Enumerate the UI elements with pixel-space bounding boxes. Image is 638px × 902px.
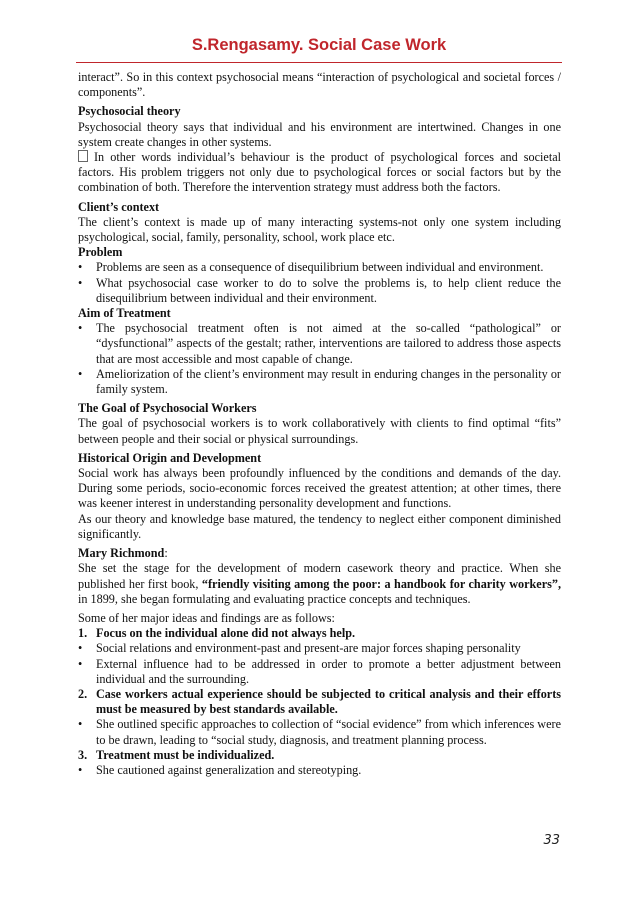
- mary-text-a: She set the stage for the development of modern casework theory and practice. When she published her first book,: [78, 561, 561, 591]
- missing-glyph-icon: [78, 150, 88, 162]
- finding-text: Treatment must be individualized.: [96, 747, 275, 762]
- aim-item-2: [78, 367, 561, 397]
- finding-bullet-item: [78, 641, 561, 656]
- problem-item-1: [78, 260, 561, 275]
- finding-text: Case workers actual experience should be subjected to critical analysis and their efforts must be measured by best standards available.: [96, 686, 561, 717]
- list-number: 2.: [78, 686, 88, 701]
- intro-paragraph: interact”. So in this context psychosocial means “interaction of psychological and societal forces / components”.: [78, 70, 561, 100]
- psychosocial-theory-text-2: [78, 150, 561, 196]
- heading-clients-context: Client’s context: [78, 199, 160, 214]
- heading-mary-richmond: [78, 546, 561, 561]
- bullet-icon: •: [78, 260, 83, 275]
- finding-text: External influence had to be addressed in order to promote a better adjustment between individual and the surrounding.: [96, 656, 561, 686]
- history-text-2: As our theory and knowledge base matured, the tendency to neglect either component diminished significantly.: [78, 511, 561, 541]
- numbered-finding: [78, 748, 561, 763]
- aim-item-1: [78, 321, 561, 367]
- problem-item-1-text: Problems are seen as a consequence of disequilibrium between individual and environment.: [96, 260, 544, 275]
- psychosocial-theory-text-2-content: In other words individual’s behaviour is the product of psychological forces and societal factors. His problem triggers not only due to psychological forces or social factors but by the combination of both. Therefore the intervention strategy must address both the factors.: [78, 150, 561, 195]
- finding-text: She outlined specific approaches to collection of “social evidence” from which inferences were to be drawn, leading to “social study, diagnosis, and treatment planning process.: [96, 717, 561, 747]
- heading-problem: Problem: [78, 245, 123, 260]
- clients-context-text: The client’s context is made up of many interacting systems-not only one system including psychological, social, family, personality, school, work place etc.: [78, 214, 561, 245]
- finding-bullet-item: [78, 763, 561, 778]
- aim-item-1-text: The psychosocial treatment often is not aimed at the so-called “pathological” or “dysfunctional” aspects of the gestalt; rather, interventions are tailored to address those aspects that are most accessible and most capable of change.: [96, 321, 561, 366]
- psychosocial-theory-text: Psychosocial theory says that individual and his environment are intertwined. Changes in one system create changes in other systems.: [78, 119, 561, 149]
- ideas-intro: Some of her major ideas and findings are as follows:: [78, 610, 335, 625]
- page-number: 33: [543, 833, 560, 848]
- heading-psychosocial-theory: Psychosocial theory: [78, 104, 181, 119]
- finding-text: She cautioned against generalization and stereotyping.: [96, 762, 362, 777]
- problem-item-2: [78, 276, 561, 306]
- heading-aim-of-treatment: Aim of Treatment: [78, 306, 171, 321]
- numbered-finding: [78, 687, 561, 717]
- numbered-finding: [78, 626, 561, 641]
- findings-list: [78, 626, 561, 778]
- bullet-icon: •: [78, 762, 83, 777]
- mary-richmond-name: Mary Richmond: [78, 546, 165, 561]
- bullet-icon: •: [78, 656, 83, 671]
- bullet-icon: •: [78, 366, 83, 381]
- heading-goal: The Goal of Psychosocial Workers: [78, 401, 257, 416]
- mary-richmond-text: [78, 561, 561, 607]
- goal-text: The goal of psychosocial workers is to work collaboratively with clients to find optimal “fits” between people and their social or physical surroundings.: [78, 416, 561, 446]
- document-body: [78, 70, 561, 778]
- heading-historical-origin: Historical Origin and Development: [78, 450, 262, 465]
- mary-book-title: “friendly visiting among the poor: a handbook for charity workers”,: [201, 576, 561, 591]
- bullet-icon: •: [78, 321, 83, 336]
- mary-text-b: in 1899, she began formulating and evaluating practice concepts and techniques.: [78, 591, 471, 606]
- bullet-icon: •: [78, 275, 83, 290]
- list-number: 1.: [78, 626, 88, 641]
- list-number: 3.: [78, 747, 88, 762]
- history-text-1: Social work has always been profoundly influenced by the conditions and demands of the day. During some periods, socio-economic forces received the greatest attention; at other times, there was keener interest in understanding personality development and functions.: [78, 466, 561, 511]
- bullet-icon: •: [78, 717, 83, 732]
- finding-text: Social relations and environment-past and present-are major forces shaping personality: [96, 641, 521, 656]
- finding-bullet-item: [78, 657, 561, 687]
- bullet-icon: •: [78, 641, 83, 656]
- page-header-title: S.Rengasamy. Social Case Work: [191, 36, 447, 54]
- aim-item-2-text: Ameliorization of the client’s environment may result in enduring changes in the personality or family system.: [96, 366, 561, 397]
- header-rule: [76, 62, 562, 63]
- finding-text: Focus on the individual alone did not always help.: [96, 626, 356, 641]
- finding-bullet-item: [78, 717, 561, 747]
- mary-richmond-colon: :: [164, 546, 168, 561]
- problem-item-2-text: What psychosocial case worker to do to solve the problems is, to help client reduce the disequilibrium between individual and their environment.: [96, 275, 561, 305]
